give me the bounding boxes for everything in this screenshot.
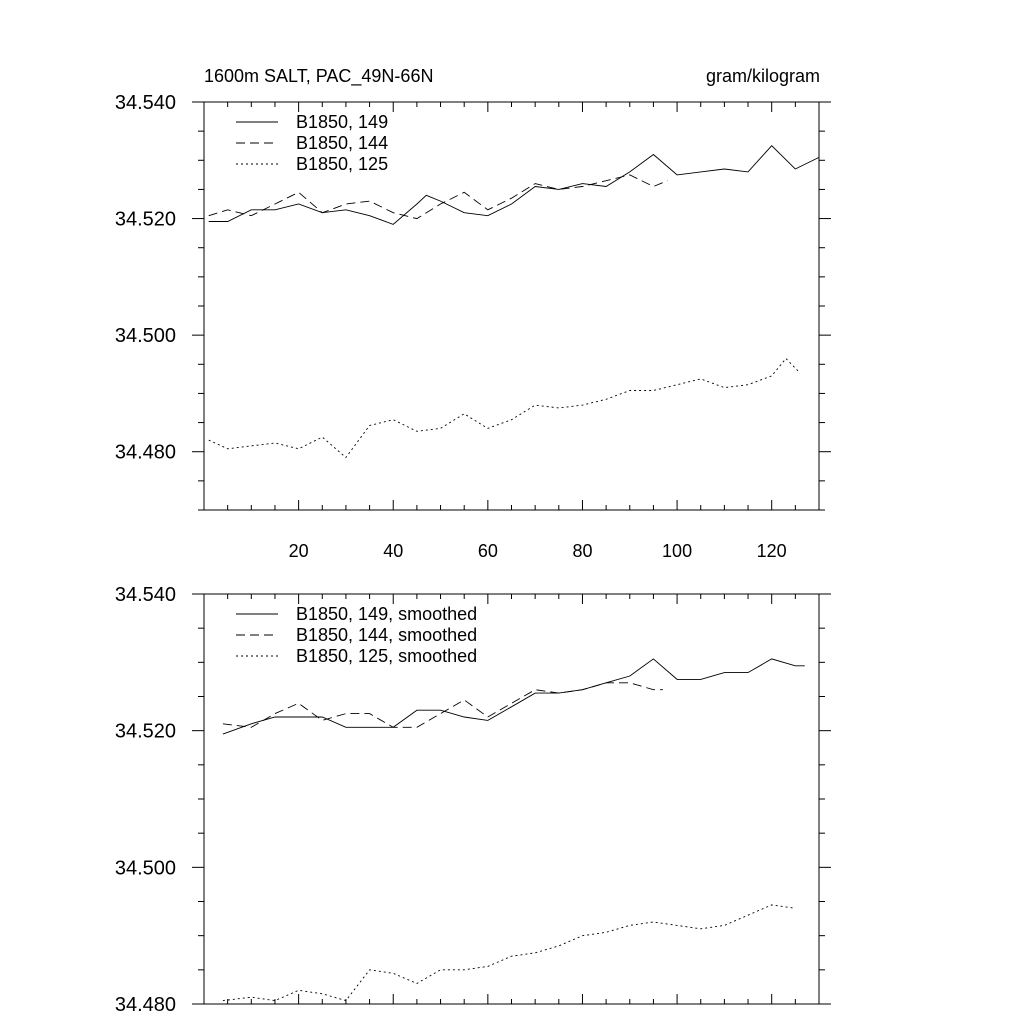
series-line-2: [223, 683, 663, 728]
y-tick-label: 34.480: [114, 994, 176, 1016]
y-tick-label: 34.500: [114, 857, 176, 880]
bottom-chart-panel: [115, 584, 831, 1016]
y-tick-label: 34.480: [114, 441, 176, 464]
x-tick-label: 60: [477, 541, 498, 561]
x-tick-labels: [289, 541, 787, 561]
units-label: gram/kilogram: [705, 66, 820, 86]
chart-title: 1600m SALT, PAC_49N-66N: [204, 66, 434, 86]
series-line-3: [223, 905, 795, 1001]
x-tick-label: 100: [662, 541, 693, 561]
legend-label: B1850, 149: [296, 112, 389, 132]
y-tick-label: 34.520: [114, 720, 176, 743]
series-line-3: [209, 359, 800, 458]
legend: [236, 112, 388, 174]
x-tick-label: 80: [572, 541, 593, 561]
legend-label: B1850, 149, smoothed: [296, 604, 478, 624]
y-tick-label: 34.520: [114, 208, 176, 231]
y-tick-label: 34.540: [114, 584, 176, 606]
y-tick-label: 34.500: [114, 325, 176, 348]
series-line-1: [223, 659, 805, 734]
y-tick-labels: [115, 92, 176, 464]
tick-marks: [192, 594, 831, 1004]
x-tick-label: 20: [288, 541, 309, 561]
series-lines: [209, 146, 819, 458]
series-lines: [223, 659, 805, 1001]
legend: [236, 604, 477, 666]
y-tick-labels: [115, 584, 176, 1016]
legend-label: B1850, 125: [296, 154, 389, 174]
x-tick-label: 120: [756, 541, 787, 561]
y-tick-label: 34.540: [114, 92, 176, 114]
x-tick-label: 40: [383, 541, 404, 561]
legend-label: B1850, 125, smoothed: [296, 646, 478, 666]
tick-marks: [192, 102, 831, 510]
series-line-2: [209, 175, 668, 219]
legend-label: B1850, 144, smoothed: [296, 625, 478, 645]
legend-label: B1850, 144: [296, 133, 389, 153]
top-chart-panel: [115, 66, 831, 561]
